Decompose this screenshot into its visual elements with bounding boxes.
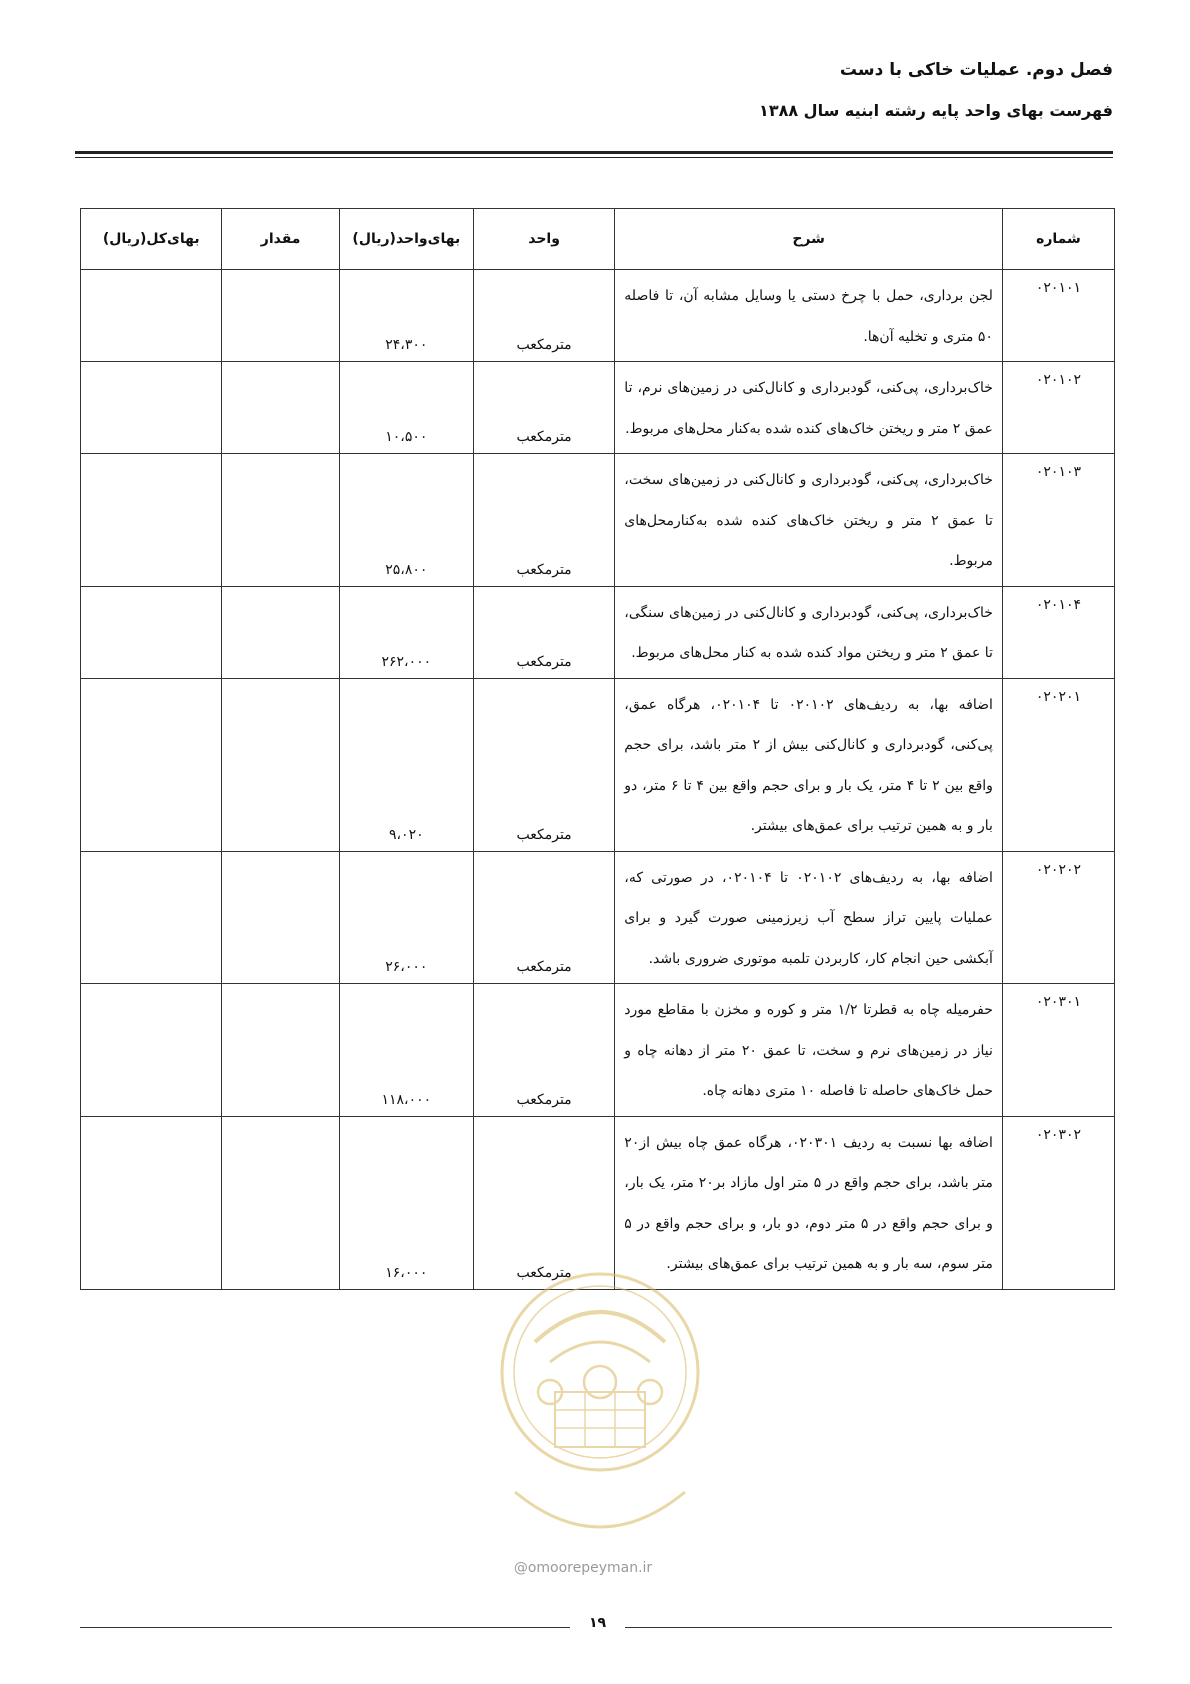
column-header-description: شرح	[615, 209, 1003, 270]
table-row	[81, 586, 1115, 678]
table-row	[81, 984, 1115, 1117]
item-number: ۰۲۰۱۰۱	[1002, 270, 1114, 362]
item-quantity	[222, 1116, 339, 1289]
item-quantity	[222, 586, 339, 678]
item-total-price	[81, 984, 222, 1117]
item-unit-price: ۱۰،۵۰۰	[339, 362, 473, 454]
item-unit-price: ۲۵،۸۰۰	[339, 454, 473, 587]
item-unit: مترمکعب	[473, 1116, 614, 1289]
item-description: اضافه بها، به ردیف‌های ۰۲۰۱۰۲ تا ۰۲۰۱۰۴، در صورتی که، عملیات پایین تراز سطح آب زیرزمینی صورت گیرد و برای آبکشی حین انجام کار، کاربردن تلمبه موتوری ضروری باشد.	[615, 851, 1003, 984]
table-row	[81, 270, 1115, 362]
item-number: ۰۲۰۲۰۱	[1002, 678, 1114, 851]
column-header-unit: واحد	[473, 209, 614, 270]
item-unit: مترمکعب	[473, 984, 614, 1117]
column-header-quantity: مقدار	[222, 209, 339, 270]
item-quantity	[222, 984, 339, 1117]
item-description: حفرمیله چاه به قطرتا ۱/۲ متر و کوره و مخزن با مقاطع مورد نیاز در زمین‌های نرم و سخت، تا عمق ۲۰ متر از دهانه چاه و حمل خاک‌های حاصله تا فاصله ۱۰ متری دهانه چاه.	[615, 984, 1003, 1117]
item-total-price	[81, 851, 222, 984]
item-total-price	[81, 362, 222, 454]
item-quantity	[222, 851, 339, 984]
item-number: ۰۲۰۱۰۴	[1002, 586, 1114, 678]
header-rule-thick	[75, 151, 1113, 154]
item-number: ۰۲۰۱۰۲	[1002, 362, 1114, 454]
item-quantity	[222, 270, 339, 362]
item-unit: مترمکعب	[473, 851, 614, 984]
item-unit-price: ۱۱۸،۰۰۰	[339, 984, 473, 1117]
item-unit-price: ۲۶،۰۰۰	[339, 851, 473, 984]
item-number: ۰۲۰۳۰۱	[1002, 984, 1114, 1117]
table-row	[81, 851, 1115, 984]
price-list-title: فهرست بهای واحد پایه رشته ابنیه سال ۱۳۸۸	[759, 101, 1113, 120]
table-header-row	[81, 209, 1115, 270]
item-number: ۰۲۰۲۰۲	[1002, 851, 1114, 984]
price-table	[80, 208, 1115, 1290]
item-description: لجن برداری، حمل با چرخ دستی یا وسایل مشابه آن، تا فاصله ۵۰ متری و تخلیه آن‌ها.	[615, 270, 1003, 362]
item-unit: مترمکعب	[473, 362, 614, 454]
item-unit-price: ۲۶۲،۰۰۰	[339, 586, 473, 678]
page-number: ۱۹	[588, 1615, 607, 1631]
column-header-total-price: بهای‌کل(ریال)	[81, 209, 222, 270]
item-quantity	[222, 454, 339, 587]
item-total-price	[81, 678, 222, 851]
footer-rule-left	[80, 1627, 570, 1628]
table-row	[81, 678, 1115, 851]
item-description: اضافه بها، به ردیف‌های ۰۲۰۱۰۲ تا ۰۲۰۱۰۴، هرگاه عمق، پی‌کنی، گودبرداری و کانال‌کنی بیش از ۲ متر باشد، برای حجم واقع بین ۲ تا ۴ متر، یک بار و برای حجم واقع بین ۴ تا ۶ متر، دو بار و به همین ترتیب برای عمق‌های بیشتر.	[615, 678, 1003, 851]
item-total-price	[81, 1116, 222, 1289]
watermark-logo-icon	[495, 1262, 705, 1532]
item-unit: مترمکعب	[473, 678, 614, 851]
column-header-unit-price: بهای‌واحد(ریال)	[339, 209, 473, 270]
table-row	[81, 454, 1115, 587]
item-total-price	[81, 270, 222, 362]
page-header	[77, 58, 1113, 123]
item-unit-price: ۲۴،۳۰۰	[339, 270, 473, 362]
item-unit-price: ۹،۰۲۰	[339, 678, 473, 851]
item-unit: مترمکعب	[473, 586, 614, 678]
item-quantity	[222, 362, 339, 454]
item-unit: مترمکعب	[473, 270, 614, 362]
item-total-price	[81, 454, 222, 587]
item-description: خاک‌برداری، پی‌کنی، گودبرداری و کانال‌کنی در زمین‌های سخت، تا عمق ۲ متر و ریختن خاک‌های کنده شده به‌کنارمحل‌های مربوط.	[615, 454, 1003, 587]
table-row	[81, 362, 1115, 454]
watermark-url: @omoorepeyman.ir	[513, 1560, 653, 1576]
item-unit-price: ۱۶،۰۰۰	[339, 1116, 473, 1289]
item-quantity	[222, 678, 339, 851]
footer-rule-right	[625, 1627, 1112, 1628]
item-unit: مترمکعب	[473, 454, 614, 587]
item-description: خاک‌برداری، پی‌کنی، گودبرداری و کانال‌کنی در زمین‌های نرم، تا عمق ۲ متر و ریختن خاک‌های کنده شده به‌کنار محل‌های مربوط.	[615, 362, 1003, 454]
column-header-number: شماره	[1002, 209, 1114, 270]
item-number: ۰۲۰۱۰۳	[1002, 454, 1114, 587]
chapter-title: فصل دوم. عملیات خاکی با دست	[839, 60, 1113, 80]
item-total-price	[81, 586, 222, 678]
item-number: ۰۲۰۳۰۲	[1002, 1116, 1114, 1289]
item-description: اضافه بها نسبت به ردیف ۰۲۰۳۰۱، هرگاه عمق چاه بیش از۲۰ متر باشد، برای حجم واقع در ۵ متر اول مازاد بر۲۰ متر، یک بار، و برای حجم واقع در ۵ متر دوم، دو بار، و برای حجم واقع در ۵ متر سوم، سه بار و به همین ترتیب برای عمق‌های بیشتر.	[615, 1116, 1003, 1289]
header-rule-thin	[75, 157, 1113, 158]
item-description: خاک‌برداری، پی‌کنی، گودبرداری و کانال‌کنی در زمین‌های سنگی، تا عمق ۲ متر و ریختن مواد کنده شده به کنار محل‌های مربوط.	[615, 586, 1003, 678]
